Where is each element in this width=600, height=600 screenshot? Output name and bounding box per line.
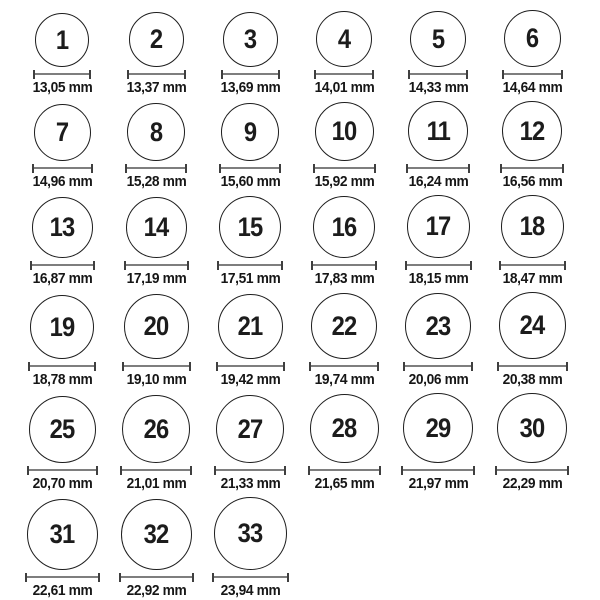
ring-cell [297,102,391,191]
ring-size-number: 17 [425,211,451,242]
ring-cell [203,294,297,389]
diameter-label: 15,60 mm [220,174,280,191]
diameter-bracket [28,362,96,371]
diameter-label: 17,19 mm [126,271,186,288]
ring-size-number: 19 [49,311,75,342]
diameter-bracket [500,164,564,173]
diameter-label: 23,94 mm [220,583,280,600]
bracket-line [405,365,471,367]
ring-cell [297,293,391,389]
diameter-bracket [313,164,376,173]
bracket-line [216,469,284,471]
diameter-label: 16,56 mm [502,174,562,191]
ring-cell [391,293,485,389]
ring-cell [109,395,203,493]
diameter-bracket [33,70,91,79]
ring-circle [504,10,561,67]
chart-row [15,389,600,493]
bracket-line [403,469,473,471]
ring-size-number: 32 [143,519,169,550]
ring-size-number: 7 [55,117,69,148]
bracket-line [218,365,283,367]
diameter-bracket [309,362,379,371]
ring-cell [109,499,203,600]
bracket-line [27,576,98,578]
bracket-line [29,469,96,471]
ring-circle [32,197,93,258]
ring-circle [219,196,281,258]
bracket-line [316,73,372,75]
ring-cell [15,104,109,191]
diameter-bracket [219,164,281,173]
ring-circle [29,396,96,463]
diameter-bracket [32,164,93,173]
bracket-line [126,264,187,266]
ring-size-number: 1 [55,24,69,55]
bracket-line [501,264,564,266]
bracket-line [35,73,89,75]
diameter-label: 13,37 mm [126,80,186,97]
ring-size-number: 20 [143,311,169,342]
bracket-line [313,264,375,266]
diameter-bracket [314,70,374,79]
ring-size-number: 21 [237,311,263,342]
ring-size-number: 29 [425,412,451,443]
ring-circle [223,12,278,67]
ring-cell [203,12,297,97]
ring-cell [485,195,579,288]
diameter-label: 14,01 mm [314,80,374,97]
ring-size-number: 23 [425,310,451,341]
diameter-bracket [125,164,187,173]
ring-cell [297,11,391,97]
ring-cell [391,393,485,493]
ring-cell [109,197,203,288]
diameter-bracket [212,573,289,582]
ring-circle [129,12,184,67]
ring-size-number: 16 [331,211,357,242]
diameter-label: 17,83 mm [314,271,374,288]
ring-circle [310,394,379,463]
diameter-bracket [124,261,189,270]
diameter-label: 17,51 mm [220,271,280,288]
ring-cell [203,395,297,493]
diameter-label: 22,29 mm [502,476,562,493]
ring-cell [15,396,109,493]
ring-size-number: 15 [237,211,263,242]
bracket-line [315,167,374,169]
bracket-line [408,167,468,169]
diameter-label: 22,92 mm [126,583,186,600]
ring-size-number: 30 [519,412,545,443]
diameter-bracket [308,466,381,475]
diameter-bracket [27,466,98,475]
diameter-bracket [401,466,475,475]
chart-row [15,288,600,389]
diameter-label: 21,01 mm [126,476,186,493]
ring-cell [203,497,297,600]
ring-circle [30,295,94,359]
ring-circle [316,11,372,67]
diameter-bracket [406,164,470,173]
ring-size-number: 10 [331,116,357,147]
ring-cell [109,103,203,191]
ring-cell [391,11,485,97]
bracket-line [219,264,281,266]
bracket-line [122,469,190,471]
diameter-label: 15,92 mm [314,174,374,191]
ring-circle [313,196,375,258]
ring-circle [35,13,89,67]
ring-cell [485,10,579,97]
ring-cell [15,499,109,600]
diameter-label: 22,61 mm [32,583,92,600]
ring-size-number: 6 [525,23,539,54]
ring-cell [485,101,579,191]
ring-size-number: 24 [519,310,545,341]
diameter-bracket [127,70,186,79]
ring-cell [485,393,579,493]
ring-size-number: 14 [143,212,169,243]
diameter-label: 14,64 mm [502,80,562,97]
ring-size-number: 22 [331,310,357,341]
chart-row [15,97,600,191]
diameter-label: 21,33 mm [220,476,280,493]
ring-size-number: 31 [49,519,75,550]
ring-cell [15,295,109,389]
ring-circle [403,393,473,463]
bracket-line [34,167,91,169]
diameter-bracket [217,261,283,270]
ring-cell [109,12,203,97]
ring-size-number: 26 [143,413,169,444]
bracket-line [124,365,189,367]
ring-circle [407,195,470,258]
diameter-label: 19,10 mm [126,372,186,389]
ring-cell [391,101,485,191]
bracket-line [30,365,94,367]
ring-circle [214,497,287,570]
ring-size-number: 12 [519,115,545,146]
ring-circle [124,294,189,359]
diameter-bracket [30,261,95,270]
diameter-label: 18,15 mm [408,271,468,288]
ring-size-number: 13 [49,212,75,243]
ring-size-number: 4 [337,23,351,54]
diameter-bracket [122,362,191,371]
diameter-bracket [495,466,569,475]
ring-size-number: 33 [237,518,263,549]
ring-circle [218,294,283,359]
diameter-label: 16,87 mm [32,271,92,288]
ring-size-number: 27 [237,413,263,444]
bracket-line [221,167,279,169]
bracket-line [223,73,278,75]
ring-circle [311,293,377,359]
diameter-bracket [403,362,473,371]
bracket-line [127,167,185,169]
ring-cell [391,195,485,288]
diameter-bracket [25,573,100,582]
ring-circle [499,292,566,359]
ring-cell [109,294,203,389]
diameter-bracket [408,70,468,79]
diameter-bracket [502,70,563,79]
ring-circle [216,395,284,463]
ring-circle [127,103,185,161]
diameter-label: 21,65 mm [314,476,374,493]
ring-size-number: 25 [49,414,75,445]
diameter-label: 18,78 mm [32,372,92,389]
bracket-line [32,264,93,266]
bracket-line [129,73,184,75]
ring-circle [497,393,567,463]
diameter-label: 15,28 mm [126,174,186,191]
chart-row [15,191,600,288]
ring-circle [221,103,279,161]
ring-circle [410,11,466,67]
ring-circle [315,102,374,161]
ring-cell [297,196,391,288]
diameter-label: 20,70 mm [32,476,92,493]
diameter-label: 14,96 mm [32,174,92,191]
diameter-bracket [216,362,285,371]
diameter-bracket [311,261,377,270]
bracket-line [311,365,377,367]
ring-circle [34,104,91,161]
diameter-bracket [497,362,568,371]
diameter-label: 13,69 mm [220,80,280,97]
bracket-line [310,469,379,471]
bracket-line [407,264,470,266]
ring-size-number: 8 [149,116,163,147]
diameter-bracket [120,466,192,475]
diameter-label: 20,38 mm [502,372,562,389]
ring-cell [15,13,109,97]
bracket-line [499,365,566,367]
ring-size-number: 18 [519,211,545,242]
diameter-label: 14,33 mm [408,80,468,97]
diameter-bracket [214,466,286,475]
diameter-label: 18,47 mm [502,271,562,288]
ring-circle [27,499,98,570]
ring-size-number: 2 [149,24,163,55]
diameter-bracket [221,70,280,79]
diameter-label: 19,74 mm [314,372,374,389]
diameter-label: 19,42 mm [220,372,280,389]
bracket-line [410,73,466,75]
diameter-bracket [499,261,566,270]
ring-circle [122,395,190,463]
diameter-bracket [405,261,472,270]
ring-size-number: 9 [243,116,257,147]
ring-cell [485,292,579,389]
ring-circle [501,195,564,258]
diameter-label: 20,06 mm [408,372,468,389]
ring-size-number: 11 [426,115,450,146]
bracket-line [214,576,287,578]
ring-cell [297,394,391,493]
ring-circle [502,101,562,161]
ring-circle [121,499,192,570]
ring-circle [126,197,187,258]
diameter-label: 21,97 mm [408,476,468,493]
ring-size-number: 5 [431,23,445,54]
diameter-label: 13,05 mm [32,80,92,97]
bracket-line [502,167,562,169]
diameter-bracket [119,573,194,582]
ring-circle [405,293,471,359]
ring-cell [15,197,109,288]
ring-size-number: 28 [331,413,357,444]
bracket-line [121,576,192,578]
chart-row [15,6,600,97]
chart-row [15,493,600,600]
bracket-line [504,73,561,75]
ring-cell [203,103,297,191]
diameter-label: 16,24 mm [408,174,468,191]
ring-size-number: 3 [243,24,257,55]
bracket-line [497,469,567,471]
ring-circle [408,101,468,161]
ring-cell [203,196,297,288]
